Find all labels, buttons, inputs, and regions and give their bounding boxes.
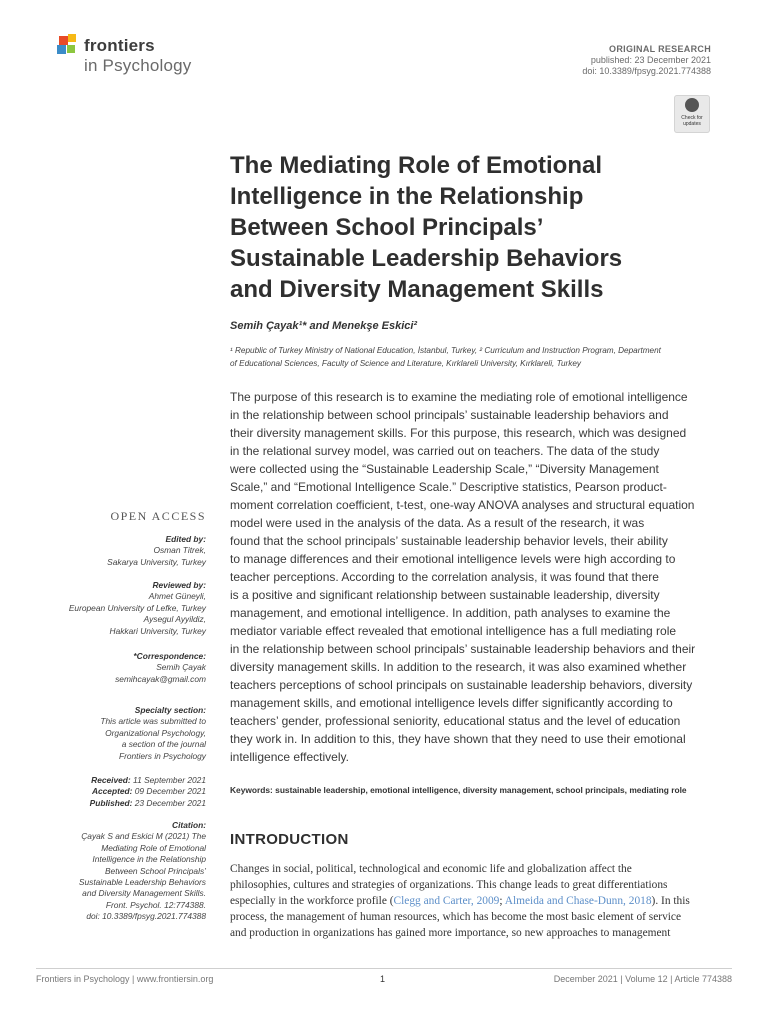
intro-text-fragment: ; (499, 895, 505, 907)
check-updates-icon (685, 98, 699, 112)
abstract-line: teachers perceptions of school principals on sustainable leadership behaviors, diversity (230, 678, 693, 692)
citation-line: Sustainable Leadership Behaviors (78, 877, 206, 888)
citation-line: Front. Psychol. 12:774388. (105, 899, 206, 910)
title-line: Sustainable Leadership Behaviors (230, 245, 623, 272)
check-updates-label: Check for updates (681, 115, 703, 127)
published-date-side (57, 798, 206, 809)
article-type: ORIGINAL RESEARCH (609, 44, 711, 54)
reviewer-line: Aysegul Ayyildiz, (143, 614, 206, 625)
received-date (57, 775, 206, 786)
abstract-line: mediator variable effect revealed that emotional intelligence has a full mediating role (230, 624, 677, 638)
affiliation-line: ¹ Republic of Turkey Ministry of National Education, İstanbul, Turkey, ² Curriculum and Instruction Program, Department (230, 346, 661, 355)
edited-by-block (57, 534, 206, 568)
introduction-text (230, 861, 710, 941)
citation-block (57, 820, 206, 923)
journal-logo (57, 34, 207, 80)
abstract-line: The purpose of this research is to examine the mediating role of emotional intelligence (230, 390, 688, 404)
abstract-line: found that the school principals’ sustainable leadership behavior levels, their ability (230, 534, 668, 548)
title-line: The Mediating Role of Emotional (230, 152, 602, 179)
reference-link[interactable]: Almeida and Chase-Dunn, 2018 (504, 895, 652, 907)
affiliations (230, 344, 710, 370)
title-line: Intelligence in the Relationship (230, 183, 584, 210)
abstract (230, 388, 710, 766)
dates-block (57, 775, 206, 809)
received-value: 11 September 2021 (133, 775, 206, 785)
title-line: and Diversity Management Skills (230, 276, 604, 303)
intro-line: process, the management of human resources, which has become the most basic element of service (230, 911, 682, 923)
keywords (230, 785, 710, 796)
intro-text-fragment: ). In this (651, 895, 690, 907)
intro-line: philosophies, cultures and strategies of organizations. This change leads to great differentiations (230, 879, 668, 891)
keywords-text: sustainable leadership, emotional intelligence, diversity management, school principals, mediating role (275, 785, 687, 795)
specialty-line: This article was submitted to (100, 716, 206, 727)
abstract-line: diversity management skills. In addition to the research, it was also examined whether (230, 660, 687, 674)
article-doi[interactable]: doi: 10.3389/fpsyg.2021.774388 (582, 66, 711, 76)
abstract-line: intelligence effectively. (230, 750, 349, 764)
reviewed-by-block (57, 580, 206, 637)
specialty-line: Frontiers in Psychology (118, 750, 206, 761)
affiliation-line: of Educational Sciences, Faculty of Science and Literature, Kırklareli University, Kırklareli, Turkey (230, 359, 581, 368)
intro-line: and production in organizations has gained more importance, so new approaches to management (230, 927, 671, 939)
specialty-section-block (57, 705, 206, 762)
abstract-line: moment correlation coefficient, t-test, one-way ANOVA analyses and structural equation (230, 498, 695, 512)
citation-line: Mediating Role of Emotional (101, 842, 206, 853)
citation-label: Citation: (172, 820, 206, 830)
citation-line: Çayak S and Eskici M (2021) The (81, 831, 206, 842)
correspondence-label: *Correspondence: (133, 651, 206, 661)
footer-journal[interactable]: Frontiers in Psychology | www.frontiersin.org (36, 974, 214, 984)
correspondence-name: Semih Çayak (156, 662, 206, 673)
page-number: 1 (380, 974, 386, 984)
abstract-line: they work in. In addition to this, they have shown that they need to use their emotional (230, 732, 686, 746)
specialty-line: a section of the journal (121, 739, 206, 750)
intro-text-fragment: especially in the workforce profile ( (230, 895, 394, 907)
abstract-line: management skills, and emotional intelligence levels differ significantly according to (230, 696, 673, 710)
reviewer-line: Ahmet Güneyli, (148, 591, 206, 602)
editor-line: Osman Titrek, (153, 545, 206, 556)
published-date: published: 23 December 2021 (590, 55, 711, 65)
abstract-line: in the relational survey model, was carried out on teachers. The data of the study (230, 444, 660, 458)
abstract-line: in the relationship between school principals’ sustainable leadership behaviors and their (230, 642, 696, 656)
frontiers-logo-icon (57, 34, 81, 58)
abstract-line: teacher perceptions. According to the correlation analysis, it was found that there (230, 570, 659, 584)
footer-divider (36, 968, 732, 969)
open-access-label: OPEN ACCESS (110, 509, 206, 523)
title-line: Between School Principals’ (230, 214, 544, 241)
published-label: Published: (89, 797, 133, 808)
accepted-value: 09 December 2021 (134, 786, 206, 797)
published-value: 23 December 2021 (134, 797, 206, 808)
keywords-label: Keywords: (230, 785, 273, 795)
abstract-line: to manage differences and their emotional intelligence levels were high according to (230, 552, 676, 566)
logo-text-journal: in Psychology (84, 56, 192, 75)
abstract-line: is a positive and significant relationship between sustainable leadership, diversity (230, 588, 660, 602)
citation-line: and Diversity Management Skills. (82, 888, 206, 899)
correspondence-email[interactable]: semihcayak@gmail.com (115, 673, 206, 684)
section-heading-introduction: INTRODUCTION (230, 831, 349, 848)
citation-line: doi: 10.3389/fpsyg.2021.774388 (86, 911, 206, 922)
accepted-label: Accepted: (91, 786, 133, 797)
accepted-date (57, 786, 206, 797)
citation-line: Intelligence in the Relationship (92, 854, 206, 865)
reviewer-line: Hakkari University, Turkey (109, 625, 206, 636)
specialty-line: Organizational Psychology, (105, 727, 206, 738)
abstract-line: in the relationship between school principals’ sustainable leadership behaviors and (230, 408, 669, 422)
abstract-line: model were used in the analysis of the data. As a result of the research, it was (230, 516, 645, 530)
abstract-line: were collected using the “Sustainable Leadership Scale,” “Diversity Management (230, 462, 659, 476)
reviewer-line: European University of Lefke, Turkey (68, 602, 206, 613)
check-for-updates-badge[interactable] (674, 95, 710, 133)
received-label: Received: (91, 775, 131, 785)
citation-line: Between School Principals’ (104, 865, 206, 876)
abstract-line: teachers’ gender, professional seniority, educational status and the level of education (230, 714, 681, 728)
reference-link[interactable]: Clegg and Carter, 2009 (393, 895, 500, 907)
article-title (230, 150, 700, 305)
footer-issue: December 2021 | Volume 12 | Article 774388 (553, 974, 732, 984)
reviewed-by-label: Reviewed by: (152, 580, 206, 590)
abstract-line: their diversity management skills. For this purpose, this research, which was designed (230, 426, 687, 440)
edited-by-label: Edited by: (165, 534, 206, 544)
specialty-label: Specialty section: (134, 705, 206, 715)
abstract-line: Scale,” and “Emotional Intelligence Scale.” Descriptive statistics, Pearson product- (230, 480, 667, 494)
article-meta (582, 44, 711, 77)
author-list: Semih Çayak¹* and Menekşe Eskici² (230, 320, 418, 332)
intro-line: Changes in social, political, technological and economic life and globalization affect the (230, 863, 632, 875)
logo-text-frontiers: frontiers (84, 36, 155, 55)
abstract-line: management, and emotional intelligence. In addition, path analyses to examine the (230, 606, 671, 620)
intro-line (230, 893, 710, 909)
correspondence-block (57, 651, 206, 685)
editor-line: Sakarya University, Turkey (107, 556, 206, 567)
